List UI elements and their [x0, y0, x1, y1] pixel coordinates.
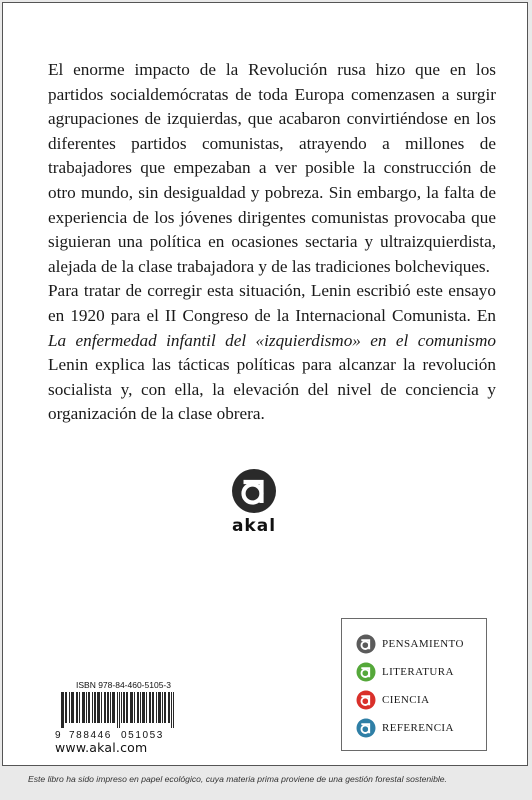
- back-cover-blurb: [48, 58, 496, 427]
- blurb-paragraph-2-part-2: Lenin explica las tácticas políticas para alcanzar la revolución socialista y, con ella, la elevación del nivel de conciencia y organización de la clase obrera.: [48, 355, 496, 424]
- blurb-paragraph-2-part-1: Para tratar de corregir esta situación, Lenin escribió este ensayo en 1920 para el II Congreso de la Internacional Comunista. En: [48, 281, 496, 325]
- collection-label: PENSAMIENTO: [382, 638, 464, 650]
- eco-paper-note: Este libro ha sido impreso en papel ecológico, cuya materia prima proviene de una gestión forestal sostenible.: [28, 774, 447, 784]
- collection-label: CIENCIA: [382, 694, 430, 706]
- akal-a-icon: [356, 634, 376, 654]
- akal-a-icon: [356, 718, 376, 738]
- barcode-right-digits: 051053: [121, 730, 164, 741]
- publisher-logo-text: akal: [231, 516, 277, 536]
- isbn-text: ISBN 978-84-460-5105-3: [76, 680, 171, 690]
- collection-item-pensamiento: [356, 630, 486, 658]
- collection-item-ciencia: [356, 686, 486, 714]
- publisher-website: www.akal.com: [55, 740, 148, 755]
- blurb-paragraph-2: [48, 279, 496, 427]
- collection-label: REFERENCIA: [382, 722, 454, 734]
- barcode-left-digits: 788446: [69, 730, 112, 741]
- akal-a-logo-icon: [231, 468, 277, 514]
- barcode-bars: [59, 692, 177, 728]
- akal-a-icon: [356, 662, 376, 682]
- collection-label: LITERATURA: [382, 666, 454, 678]
- collection-item-referencia: [356, 714, 486, 742]
- collection-item-literatura: [356, 658, 486, 686]
- isbn-barcode: [55, 680, 180, 741]
- collections-legend: [341, 618, 487, 751]
- publisher-logo: [214, 468, 294, 536]
- blurb-paragraph-1: El enorme impacto de la Revolución rusa hizo que en los partidos socialdemócratas de toda Europa comenzasen a surgir agrupaciones de izquierdas, que acabaron convirtiéndose en los diferentes partidos comunistas, atrayendo a millones de trabajadores que empezaban a ver posible la construcción de otro mundo, sin desigualdad y pobreza. Sin embargo, la falta de experiencia de los jóvenes dirigentes comunistas provocaba que siguieran una política en ocasiones sectaria y ultraizquierdista, alejada de la clase trabajadora y de las tradiciones bolcheviques.: [48, 60, 496, 276]
- akal-a-icon: [356, 690, 376, 710]
- book-title-italic: La enfermedad infantil del «izquierdismo» en el comunismo: [48, 330, 496, 350]
- barcode-lead-digit: 9: [55, 730, 61, 741]
